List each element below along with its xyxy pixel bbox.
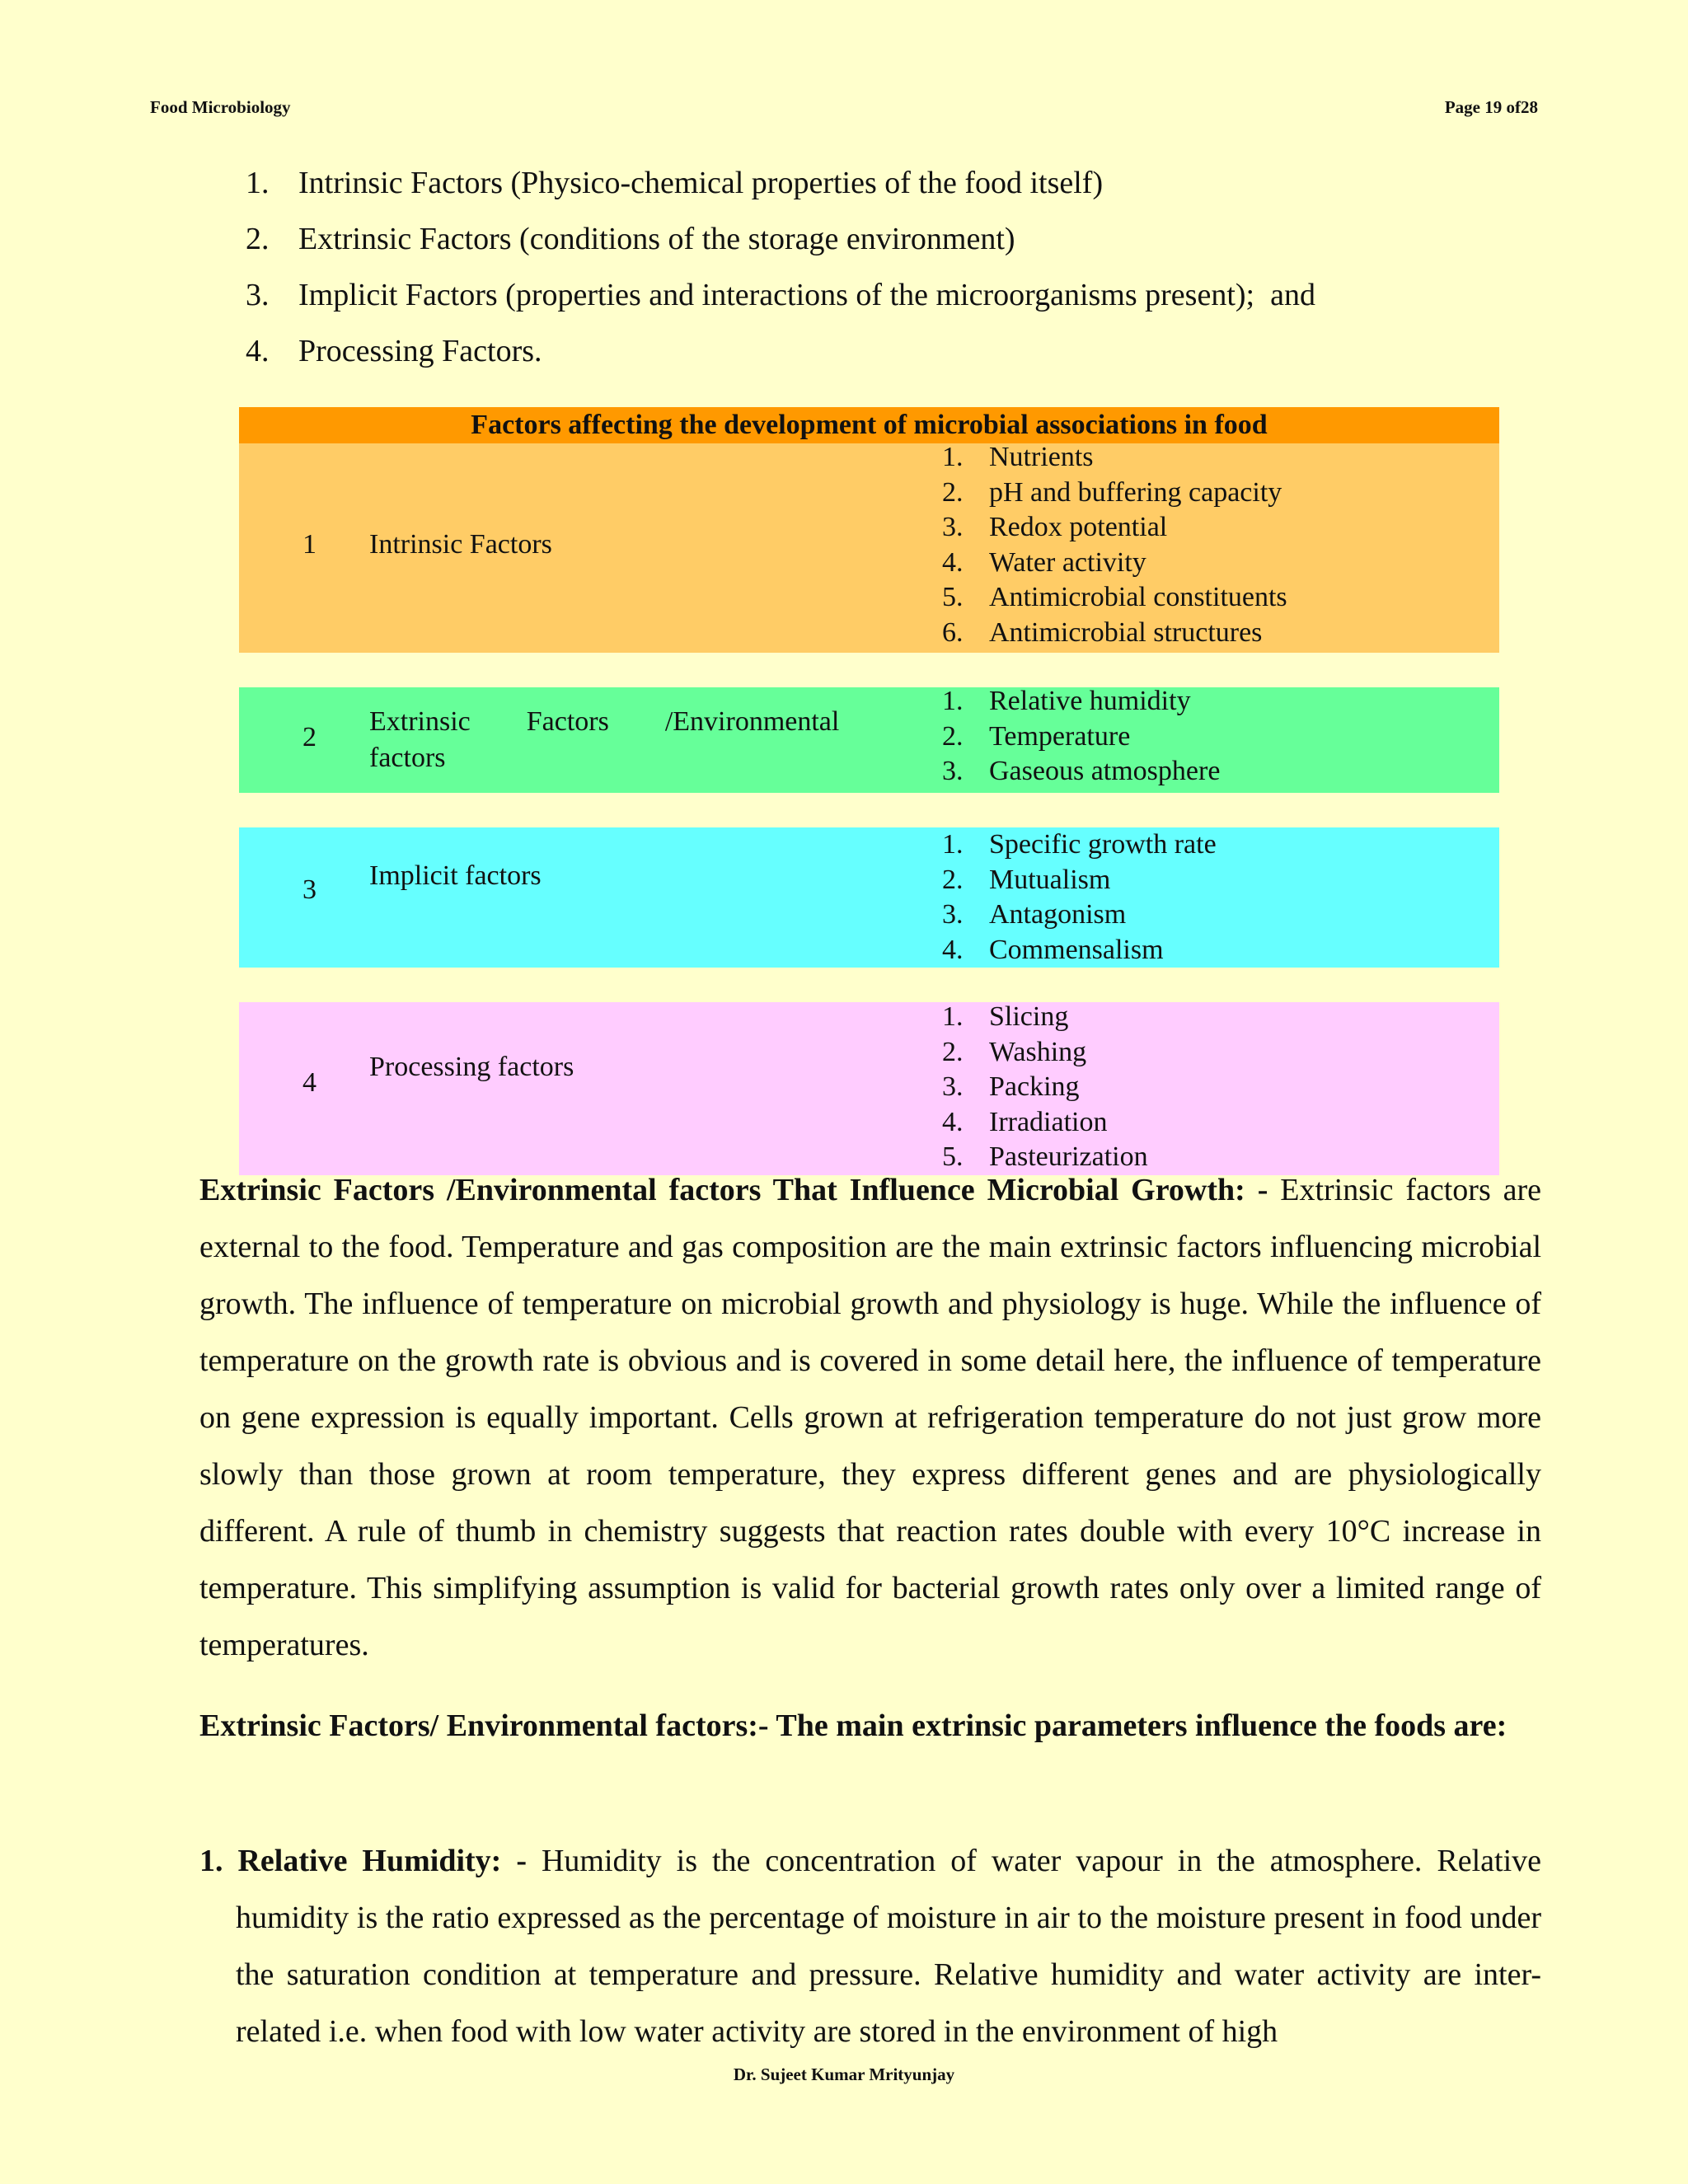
paragraph-heading: Extrinsic Factors /Environmental factors That Influence Microbial Growth: - (199, 1173, 1268, 1207)
paragraph-relative-humidity (199, 1833, 1541, 2060)
list-text: Slicing (989, 1001, 1069, 1032)
list-text: Implicit Factors (properties and interactions of the microorganisms present); and (298, 278, 1315, 312)
list-number: 4. (942, 546, 964, 578)
list-number: 2. (942, 1036, 964, 1067)
list-item (942, 1035, 1148, 1071)
row-factor-name: Implicit factors (369, 860, 542, 891)
list-text: Antagonism (989, 899, 1127, 930)
list-item (246, 267, 1315, 323)
row-item-list (942, 827, 1217, 968)
row-index: 4 (302, 1067, 316, 1098)
list-item (942, 898, 1217, 933)
list-text: Antimicrobial constituents (989, 582, 1287, 612)
list-item (942, 510, 1287, 546)
page-prefix: Page (1444, 97, 1480, 117)
list-number: 5. (942, 1141, 964, 1172)
list-text: Temperature (989, 720, 1131, 752)
intro-list (246, 155, 1315, 379)
page-of: of (1506, 97, 1521, 117)
list-number: 4. (942, 1106, 964, 1137)
row-factor-name: Processing factors (369, 1052, 574, 1082)
list-item (942, 684, 1220, 719)
page-current: 19 (1484, 97, 1503, 117)
row-factor-name (369, 704, 856, 776)
running-header-title: Food Microbiology (150, 97, 291, 117)
list-item (942, 1070, 1148, 1105)
row-item-list (942, 1000, 1148, 1175)
list-number: 3. (942, 756, 964, 786)
list-number: 1. (942, 442, 964, 472)
list-item (942, 1105, 1148, 1141)
list-number: 5. (942, 582, 964, 612)
list-item (942, 863, 1217, 898)
list-item (942, 719, 1220, 755)
row-factor-name: Intrinsic Factors (369, 529, 552, 560)
list-number: 2. (246, 222, 270, 256)
list-item (246, 211, 1315, 267)
list-text: Extrinsic Factors (conditions of the storage environment) (298, 222, 1015, 256)
list-number: 4. (942, 934, 964, 965)
table-title: Factors affecting the development of microbial associations in food (239, 407, 1499, 443)
list-number: 2. (942, 476, 964, 508)
list-number: 6. (942, 616, 964, 648)
list-number: 3. (942, 512, 964, 542)
paragraph-extrinsic-intro (199, 1162, 1541, 1674)
list-text: Antimicrobial structures (989, 616, 1263, 648)
row-factor-name-line: factors (369, 743, 446, 773)
list-text: Gaseous atmosphere (989, 756, 1221, 786)
row-index: 2 (302, 722, 316, 752)
row-item-list (942, 440, 1287, 650)
row-item-list (942, 684, 1220, 790)
list-text: Intrinsic Factors (Physico-chemical properties of the food itself) (298, 166, 1104, 200)
list-text: Processing Factors. (298, 334, 542, 368)
list-number: 3. (942, 1071, 964, 1102)
list-text: Nutrients (989, 442, 1094, 472)
list-text: Mutualism (989, 864, 1111, 895)
paragraph-extrinsic-parameters: Extrinsic Factors/ Environmental factors:- The main extrinsic parameters influence the foods are: (199, 1708, 1507, 1743)
list-text: Redox potential (989, 512, 1168, 542)
list-item (246, 323, 1315, 379)
table-row-intrinsic (239, 443, 1499, 653)
paragraph-text: Extrinsic factors are external to the food. Temperature and gas composition are the main extrinsic factors influencing microbial growth. The influence of temperature on microbial growth and physiology is huge. While the influence of temperature on the growth rate is obvious and is covered in some detail here, the influence of temperature on gene expression is equally important. Cells grown at refrigeration temperature do not just grow more slowly than those grown at room temperature, they express different genes and are physiologically different. A rule of thumb in chemistry suggests that reaction rates double with every 10°C increase in temperature. This simplifying assumption is valid for bacterial growth rates only over a limited range of temperatures. (199, 1173, 1542, 1662)
list-text: Irradiation (989, 1106, 1108, 1137)
list-item (942, 933, 1217, 968)
list-number: 1. (942, 686, 964, 716)
paragraph-heading: 1. Relative Humidity: - (199, 1844, 527, 1878)
list-number: 2. (942, 864, 964, 895)
list-item (942, 580, 1287, 616)
table-row-processing (239, 1002, 1499, 1175)
list-text: Commensalism (989, 934, 1164, 965)
list-item (942, 616, 1287, 651)
list-number: 3. (942, 899, 964, 930)
list-number: 3. (246, 278, 270, 312)
row-index: 3 (302, 874, 316, 905)
page-number (1445, 97, 1538, 118)
list-text: pH and buffering capacity (989, 476, 1282, 508)
row-factor-name-line: Extrinsic Factors /Environmental (369, 706, 840, 737)
page-total: 28 (1521, 97, 1538, 117)
list-number: 1. (246, 166, 270, 200)
list-text: Relative humidity (989, 686, 1191, 716)
list-text: Specific growth rate (989, 829, 1217, 860)
table-row-implicit (239, 827, 1499, 968)
list-item (942, 754, 1220, 790)
row-index: 1 (302, 529, 316, 560)
table-row-extrinsic (239, 687, 1499, 793)
list-text: Packing (989, 1071, 1080, 1102)
list-item (246, 155, 1315, 211)
list-item (942, 827, 1217, 863)
list-number: 4. (246, 334, 270, 368)
list-item (942, 440, 1287, 476)
list-text: Washing (989, 1036, 1087, 1067)
list-item (942, 476, 1287, 511)
paragraph-text: Humidity is the concentration of water vapour in the atmosphere. Relative humidity is the ratio expressed as the percentage of moisture in air to the moisture present in food under the saturation condition at temperature and pressure. Relative humidity and water activity are inter-related i.e. when food with low water activity are stored in the environment of high (236, 1844, 1541, 2049)
list-text: Pasteurization (989, 1141, 1148, 1172)
list-item (942, 1000, 1148, 1035)
list-text: Water activity (989, 546, 1146, 578)
list-number: 1. (942, 1001, 964, 1032)
footer-author: Dr. Sujeet Kumar Mrityunjay (733, 2064, 955, 2084)
list-number: 1. (942, 829, 964, 860)
list-number: 2. (942, 720, 964, 752)
list-item (942, 546, 1287, 581)
